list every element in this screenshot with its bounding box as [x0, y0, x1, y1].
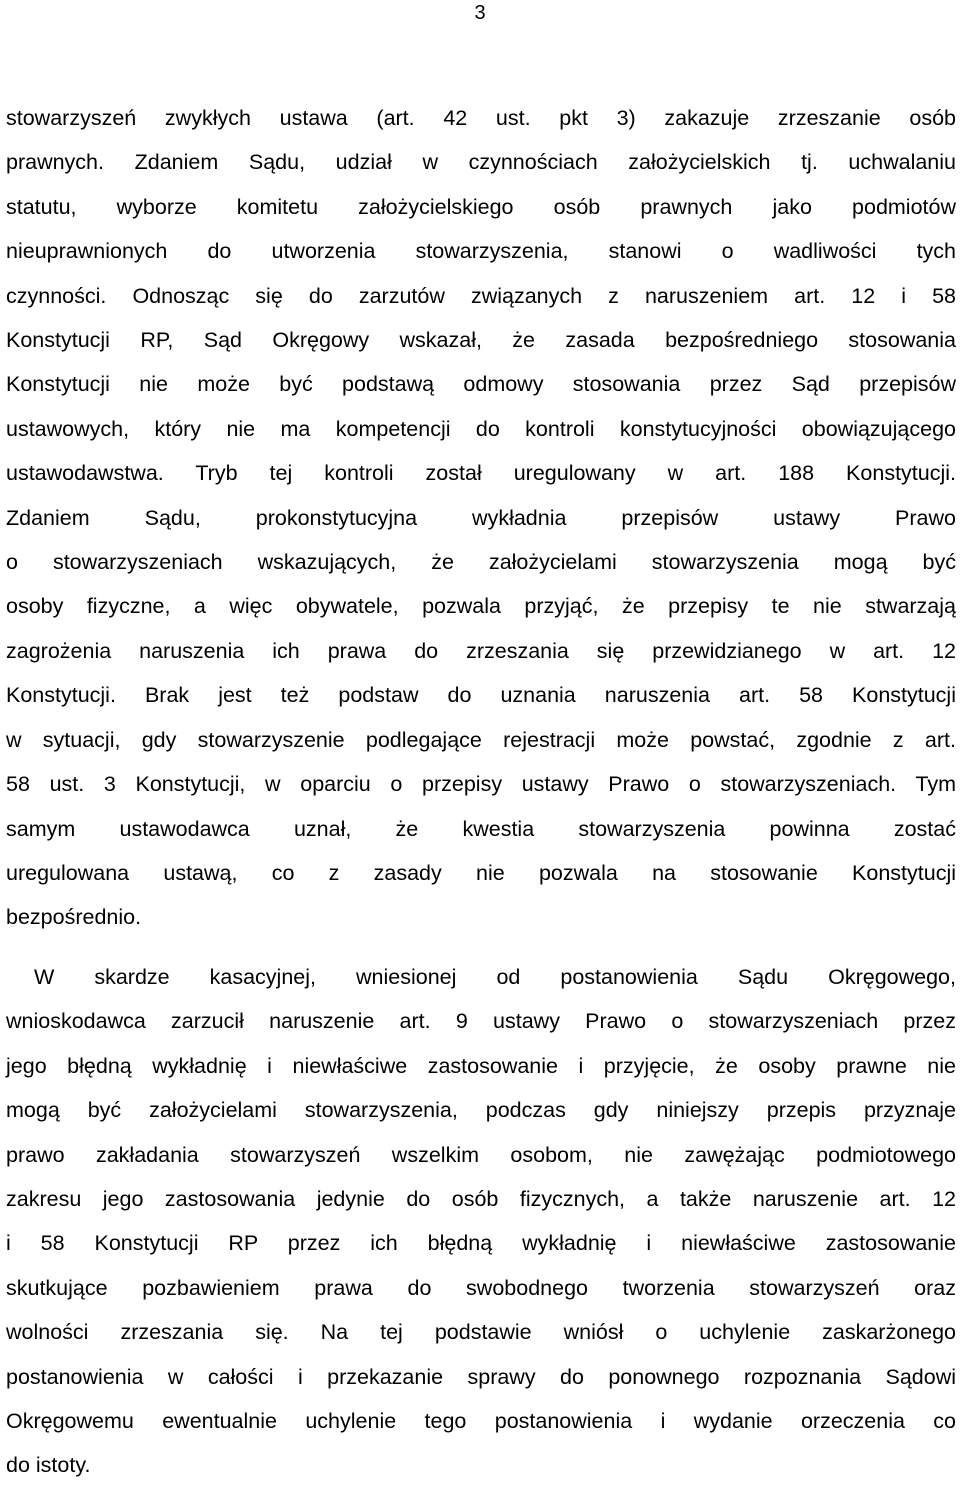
text-line: 58 ust. 3 Konstytucji, w oparciu o przepisy ustawy Prawo o stowarzyszeniach. Tym: [6, 772, 956, 797]
text-line: Konstytucji nie może być podstawą odmowy stosowania przez Sąd przepisów: [6, 372, 956, 397]
text-line: jego błędną wykładnię i niewłaściwe zastosowanie i przyjęcie, że osoby prawne nie: [6, 1053, 956, 1078]
text-line: W skardze kasacyjnej, wniesionej od postanowienia Sądu Okręgowego,: [34, 965, 956, 989]
text-line: w sytuacji, gdy stowarzyszenie podlegające rejestracji może powstać, zgodnie z art.: [6, 727, 956, 752]
text-line: prawo zakładania stowarzyszeń wszelkim osobom, nie zawężając podmiotowego: [6, 1142, 956, 1167]
text-line: o stowarzyszeniach wskazujących, że założycielami stowarzyszenia mogą być: [6, 550, 956, 575]
text-line: i 58 Konstytucji RP przez ich błędną wykładnię i niewłaściwe zastosowanie: [6, 1231, 956, 1256]
text-line: nieuprawnionych do utworzenia stowarzyszenia, stanowi o wadliwości tych: [6, 239, 956, 264]
text-line: zagrożenia naruszenia ich prawa do zrzeszania się przewidzianego w art. 12: [6, 638, 956, 663]
text-line: zakresu jego zastosowania jedynie do osób fizycznych, a także naruszenie art. 12: [6, 1187, 956, 1212]
text-line: ustawodawstwa. Tryb tej kontroli został uregulowany w art. 188 Konstytucji.: [6, 461, 956, 486]
text-line: mogą być założycielami stowarzyszenia, podczas gdy niniejszy przepis przyznaje: [6, 1098, 956, 1123]
paragraph-1: [6, 96, 956, 940]
text-line: bezpośrednio.: [6, 905, 142, 930]
text-line: osoby fizyczne, a więc obywatele, pozwala przyjąć, że przepisy te nie stwarzają: [6, 594, 956, 619]
paragraph-2: [6, 955, 956, 1488]
text-line: ustawowych, który nie ma kompetencji do kontroli konstytucyjności obowiązującego: [6, 416, 956, 441]
text-line: wolności zrzeszania się. Na tej podstawie wniósł o uchylenie zaskarżonego: [6, 1320, 956, 1345]
page-number: 3: [474, 2, 486, 24]
text-line: Okręgowemu ewentualnie uchylenie tego postanowienia i wydanie orzeczenia co: [6, 1409, 956, 1434]
text-line: prawnych. Zdaniem Sądu, udział w czynnościach założycielskich tj. uchwalaniu: [6, 150, 956, 175]
text-line: samym ustawodawca uznał, że kwestia stowarzyszenia powinna zostać: [6, 816, 956, 841]
text-line: wnioskodawca zarzucił naruszenie art. 9 ustawy Prawo o stowarzyszeniach przez: [6, 1009, 956, 1034]
text-line: skutkujące pozbawieniem prawa do swobodnego tworzenia stowarzyszeń oraz: [6, 1275, 956, 1300]
text-line: do istoty.: [6, 1453, 91, 1478]
text-line: czynności. Odnosząc się do zarzutów związanych z naruszeniem art. 12 i 58: [6, 283, 956, 308]
text-line: uregulowana ustawą, co z zasady nie pozwala na stosowanie Konstytucji: [6, 860, 956, 885]
text-line: statutu, wyborze komitetu założycielskiego osób prawnych jako podmiotów: [6, 194, 956, 219]
text-line: Konstytucji RP, Sąd Okręgowy wskazał, że zasada bezpośredniego stosowania: [6, 328, 956, 353]
text-line: Konstytucji. Brak jest też podstaw do uznania naruszenia art. 58 Konstytucji: [6, 683, 956, 708]
text-line: postanowienia w całości i przekazanie sprawy do ponownego rozpoznania Sądowi: [6, 1364, 956, 1389]
text-line: stowarzyszeń zwykłych ustawa (art. 42 ust. pkt 3) zakazuje zrzeszanie osób: [6, 106, 956, 130]
text-line: Zdaniem Sądu, prokonstytucyjna wykładnia przepisów ustawy Prawo: [6, 505, 956, 530]
